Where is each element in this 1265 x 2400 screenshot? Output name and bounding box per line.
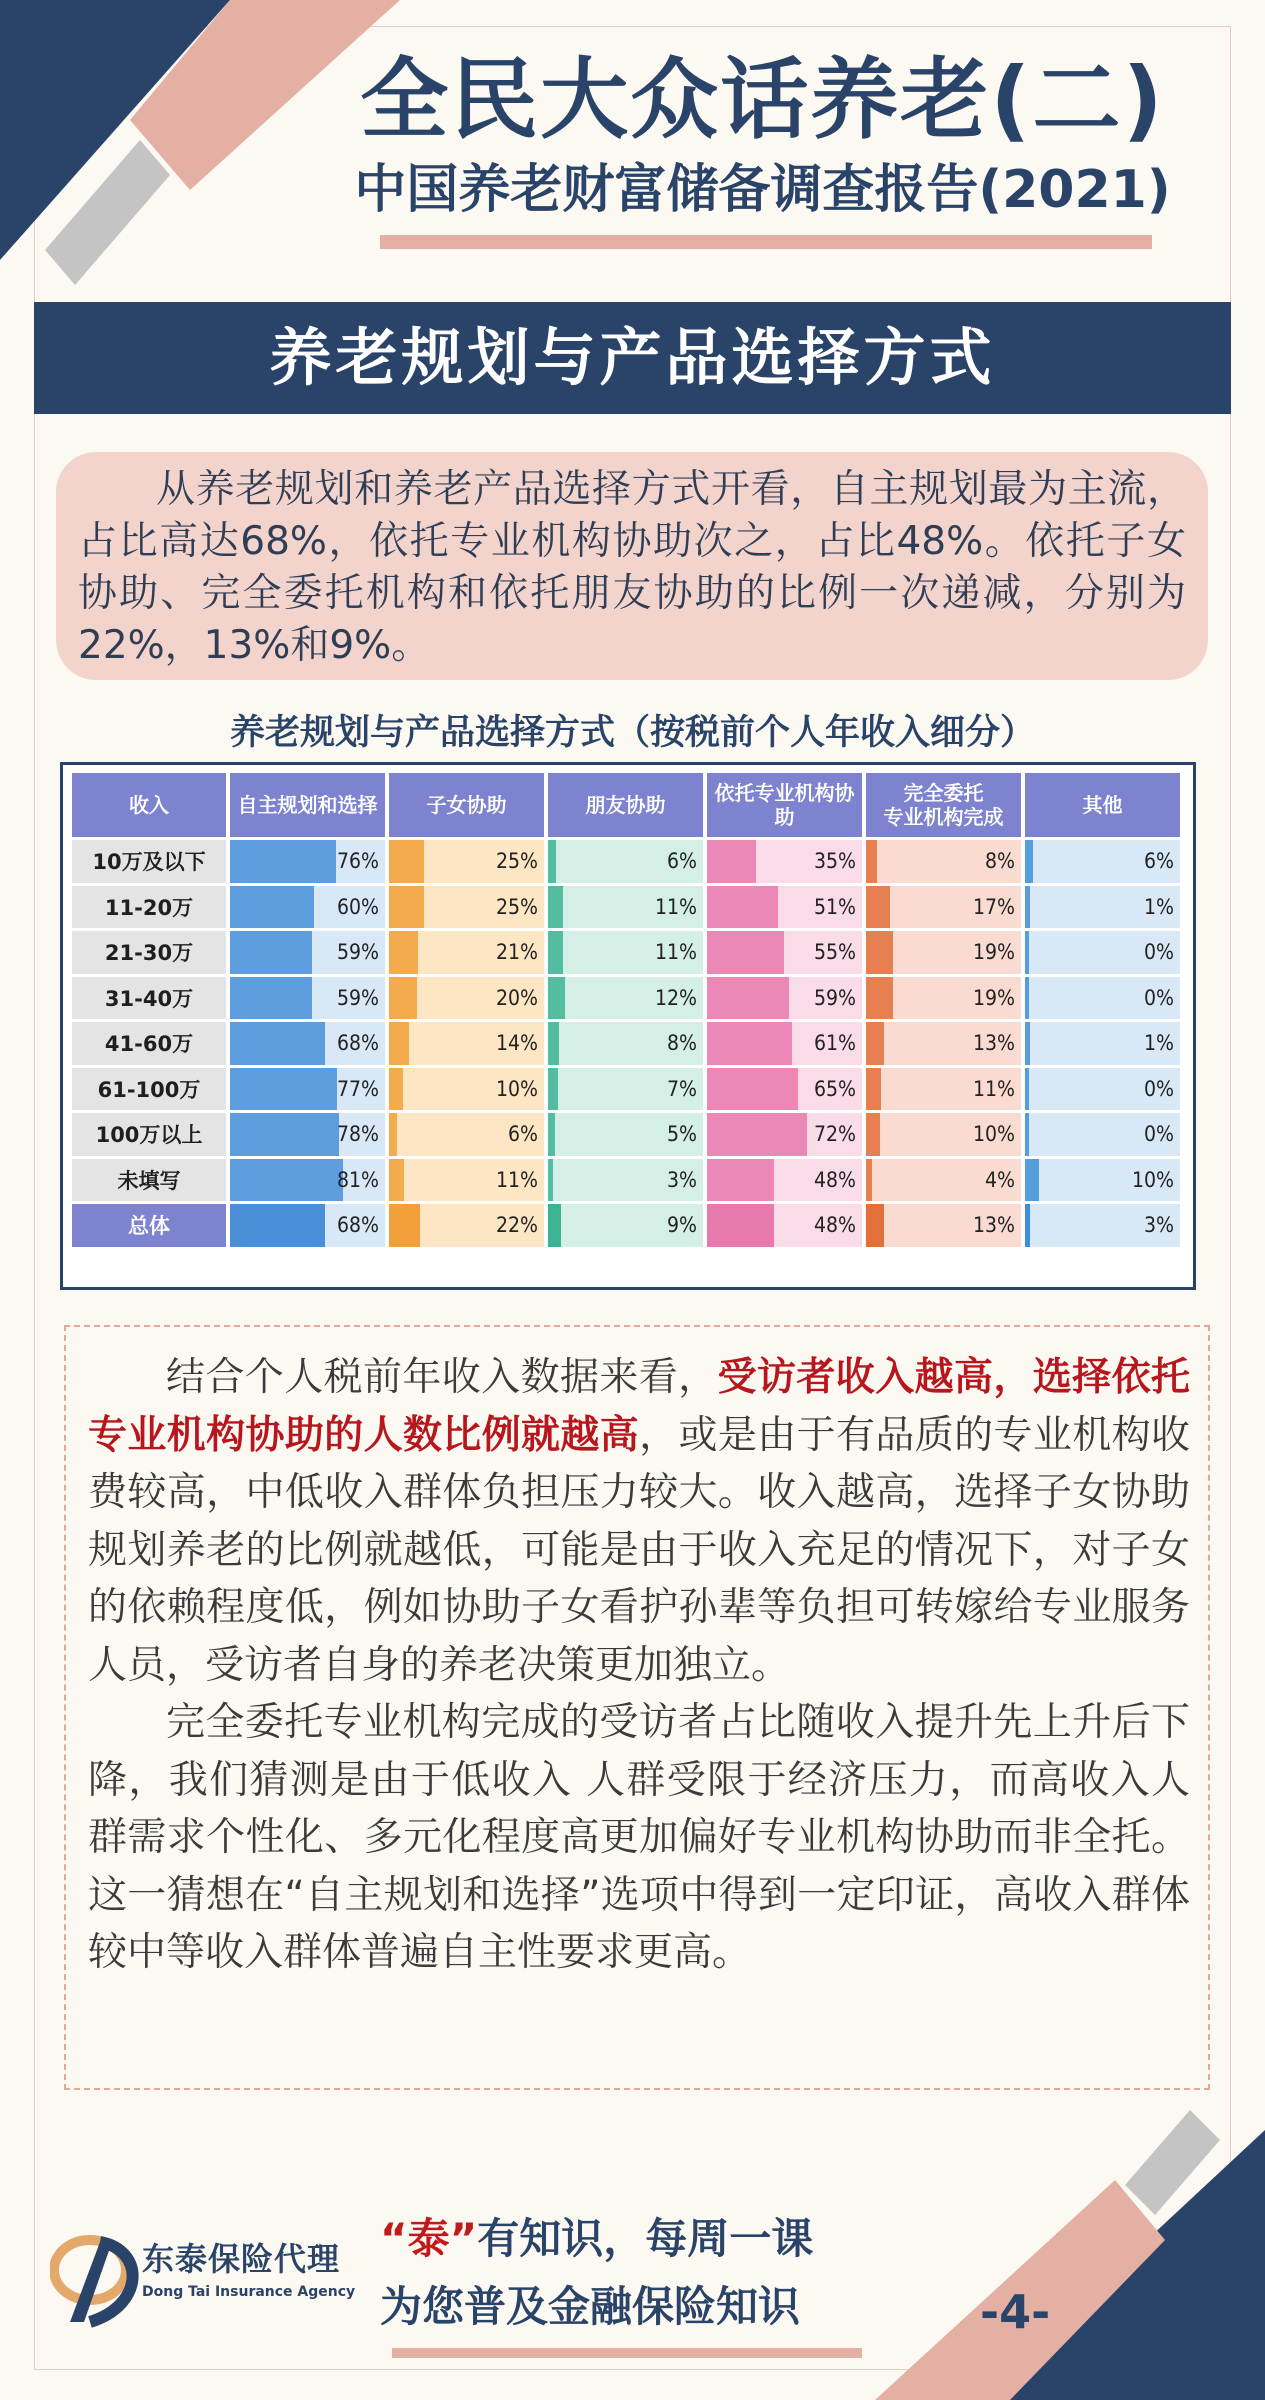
data-bar — [548, 1159, 553, 1202]
table-row — [72, 977, 1180, 1020]
data-cell — [866, 931, 1021, 974]
data-value: 11% — [496, 1167, 538, 1192]
data-bar — [389, 1159, 404, 1202]
data-bar — [866, 1159, 872, 1202]
data-value: 19% — [973, 985, 1015, 1010]
data-bar — [1025, 840, 1033, 883]
data-value: 3% — [667, 1167, 697, 1192]
data-cell — [707, 1159, 862, 1202]
data-bar — [707, 886, 778, 929]
data-value: 3% — [1144, 1213, 1174, 1238]
data-value: 10% — [496, 1076, 538, 1101]
row-label: 未填写 — [72, 1159, 226, 1202]
data-bar — [548, 1068, 558, 1111]
slogan-underline — [392, 2348, 862, 2358]
analysis-p1-rest: ，或是由于有品质的专业机构收费较高，中低收入群体负担压力较大。收入越高，选择子女协助规划养老的比例就越低，可能是由于收入充足的情况下，对子女的依赖程度低，例如协助子女看护孙辈等负担可转嫁给专业服务人员，受访者自身的养老决策更加独立。 — [88, 1412, 1190, 1688]
data-value: 0% — [1144, 985, 1174, 1010]
data-value: 13% — [973, 1031, 1015, 1056]
page-subtitle: 中国养老财富储备调查报告(2021) — [354, 160, 1171, 220]
data-bar — [1025, 977, 1029, 1020]
data-value: 1% — [1144, 1031, 1174, 1056]
data-cell — [548, 840, 703, 883]
data-bar — [230, 1159, 343, 1202]
row-label: 11-20万 — [72, 886, 226, 929]
data-cell — [707, 1113, 862, 1156]
data-bar — [230, 1113, 339, 1156]
data-value: 0% — [1144, 1076, 1174, 1101]
data-cell — [548, 1068, 703, 1111]
column-header: 朋友协助 — [548, 773, 703, 837]
data-bar — [548, 1022, 559, 1065]
data-bar — [866, 1022, 884, 1065]
data-bar — [866, 840, 877, 883]
logo-mark-icon — [50, 2230, 142, 2330]
data-cell — [548, 977, 703, 1020]
data-value: 10% — [1132, 1167, 1174, 1192]
data-bar — [707, 1068, 798, 1111]
data-cell — [230, 840, 385, 883]
data-value: 14% — [496, 1031, 538, 1056]
data-cell — [707, 886, 862, 929]
data-cell — [1025, 1204, 1180, 1247]
data-bar — [1025, 886, 1030, 929]
slogan-line-2: 为您普及金融保险知识 — [380, 2282, 801, 2331]
data-value: 11% — [655, 940, 697, 965]
data-cell — [230, 1204, 385, 1247]
data-cell — [230, 931, 385, 974]
column-header: 自主规划和选择 — [230, 773, 385, 837]
data-bar — [389, 886, 424, 929]
data-cell — [1025, 1068, 1180, 1111]
data-cell — [389, 1022, 544, 1065]
data-cell — [1025, 977, 1180, 1020]
table-row — [72, 1204, 1180, 1247]
data-bar — [866, 1204, 884, 1247]
data-cell — [707, 977, 862, 1020]
data-table — [68, 770, 1184, 1250]
data-value: 59% — [337, 940, 379, 965]
data-value: 21% — [496, 940, 538, 965]
data-bar — [1025, 1113, 1029, 1156]
logo-name-cn: 东泰保险代理 — [142, 2240, 341, 2278]
data-cell — [389, 1204, 544, 1247]
column-header: 完全委托 专业机构完成 — [866, 773, 1021, 837]
data-cell — [1025, 1022, 1180, 1065]
data-cell — [389, 886, 544, 929]
income-breakdown-table — [60, 762, 1196, 1290]
data-value: 6% — [508, 1122, 538, 1147]
data-bar — [230, 977, 312, 1020]
data-bar — [230, 931, 312, 974]
data-value: 61% — [814, 1031, 856, 1056]
data-cell — [866, 1022, 1021, 1065]
table-title: 养老规划与产品选择方式（按税前个人年收入细分） — [229, 713, 1035, 753]
data-cell — [866, 886, 1021, 929]
data-cell — [389, 977, 544, 1020]
data-value: 8% — [667, 1031, 697, 1056]
title-underline — [380, 235, 1152, 249]
data-bar — [707, 1159, 774, 1202]
data-bar — [866, 1068, 881, 1111]
data-value: 76% — [337, 849, 379, 874]
data-cell — [866, 977, 1021, 1020]
data-cell — [389, 931, 544, 974]
data-cell — [548, 886, 703, 929]
data-bar — [707, 1204, 774, 1247]
data-value: 72% — [814, 1122, 856, 1147]
data-bar — [548, 931, 563, 974]
data-value: 35% — [814, 849, 856, 874]
data-value: 10% — [973, 1122, 1015, 1147]
data-bar — [548, 886, 563, 929]
table-row — [72, 1022, 1180, 1065]
data-cell — [1025, 1113, 1180, 1156]
data-value: 59% — [814, 985, 856, 1010]
data-cell — [707, 1068, 862, 1111]
data-cell — [548, 1022, 703, 1065]
data-cell — [707, 1022, 862, 1065]
intro-box — [56, 452, 1208, 680]
analysis-paragraph-1 — [88, 1349, 1190, 1694]
data-value: 65% — [814, 1076, 856, 1101]
slogan-quote: “泰” — [380, 2214, 478, 2263]
data-value: 9% — [667, 1213, 697, 1238]
slogan — [380, 2205, 900, 2341]
column-header: 依托专业机构协助 — [707, 773, 862, 837]
data-bar — [389, 931, 418, 974]
table-header-row — [72, 773, 1180, 837]
page-title: 全民大众话养老(二) — [360, 48, 1165, 151]
data-cell — [230, 886, 385, 929]
row-label: 31-40万 — [72, 977, 226, 1020]
data-value: 1% — [1144, 894, 1174, 919]
data-cell — [230, 1068, 385, 1111]
data-bar — [866, 1113, 880, 1156]
data-value: 7% — [667, 1076, 697, 1101]
row-label: 总体 — [72, 1204, 226, 1247]
data-value: 6% — [1144, 849, 1174, 874]
data-bar — [866, 977, 893, 1020]
table-row — [72, 886, 1180, 929]
data-cell — [230, 1159, 385, 1202]
section-title: 养老规划与产品选择方式 — [34, 302, 1231, 414]
data-cell — [389, 1068, 544, 1111]
data-cell — [548, 1113, 703, 1156]
data-cell — [389, 1159, 544, 1202]
data-value: 60% — [337, 894, 379, 919]
data-bar — [1025, 931, 1029, 974]
company-logo — [50, 2230, 370, 2330]
data-value: 12% — [655, 985, 697, 1010]
data-value: 78% — [337, 1122, 379, 1147]
data-bar — [707, 1022, 792, 1065]
data-cell — [866, 1159, 1021, 1202]
table-row — [72, 1068, 1180, 1111]
data-value: 81% — [337, 1167, 379, 1192]
data-value: 11% — [655, 894, 697, 919]
data-value: 68% — [337, 1031, 379, 1056]
data-cell — [548, 1159, 703, 1202]
data-cell — [230, 1022, 385, 1065]
data-value: 25% — [496, 849, 538, 874]
data-value: 13% — [973, 1213, 1015, 1238]
data-value: 5% — [667, 1122, 697, 1147]
row-label: 41-60万 — [72, 1022, 226, 1065]
intro-text: 从养老规划和养老产品选择方式开看，自主规划最为主流，占比高达68%，依托专业机构协助次之，占比48%。依托子女协助、完全委托机构和依托朋友协助的比例一次递减，分别为22%，13%和9%。 — [78, 467, 1186, 668]
data-bar — [1025, 1068, 1029, 1111]
data-cell — [230, 977, 385, 1020]
data-bar — [1025, 1022, 1030, 1065]
data-bar — [866, 931, 893, 974]
row-label: 61-100万 — [72, 1068, 226, 1111]
data-bar — [548, 1113, 555, 1156]
data-bar — [389, 977, 417, 1020]
data-cell — [1025, 931, 1180, 974]
table-row — [72, 931, 1180, 974]
row-label: 21-30万 — [72, 931, 226, 974]
table-row — [72, 840, 1180, 883]
data-bar — [389, 1068, 403, 1111]
data-bar — [389, 1204, 420, 1247]
column-header: 其他 — [1025, 773, 1180, 837]
data-cell — [1025, 840, 1180, 883]
data-bar — [548, 1204, 561, 1247]
data-value: 77% — [337, 1076, 379, 1101]
data-bar — [707, 1113, 807, 1156]
data-bar — [230, 886, 314, 929]
data-value: 4% — [985, 1167, 1015, 1192]
data-value: 8% — [985, 849, 1015, 874]
data-value: 17% — [973, 894, 1015, 919]
data-bar — [230, 840, 336, 883]
data-value: 48% — [814, 1167, 856, 1192]
data-cell — [707, 1204, 862, 1247]
data-value: 19% — [973, 940, 1015, 965]
data-cell — [230, 1113, 385, 1156]
table-row — [72, 1159, 1180, 1202]
data-value: 20% — [496, 985, 538, 1010]
data-bar — [707, 931, 784, 974]
data-bar — [1025, 1204, 1030, 1247]
row-label: 10万及以下 — [72, 840, 226, 883]
data-bar — [1025, 1159, 1039, 1202]
column-header: 收入 — [72, 773, 226, 837]
data-value: 68% — [337, 1213, 379, 1238]
data-cell — [707, 840, 862, 883]
data-bar — [230, 1204, 325, 1247]
data-value: 22% — [496, 1213, 538, 1238]
data-bar — [230, 1068, 337, 1111]
data-value: 11% — [973, 1076, 1015, 1101]
data-bar — [548, 977, 565, 1020]
page-number: -4- — [980, 2285, 1051, 2339]
data-cell — [548, 1204, 703, 1247]
data-cell — [1025, 1159, 1180, 1202]
data-cell — [866, 1068, 1021, 1111]
data-cell — [707, 931, 862, 974]
data-cell — [548, 931, 703, 974]
slogan-line-1 — [380, 2205, 900, 2273]
data-cell — [1025, 886, 1180, 929]
logo-name-en: Dong Tai Insurance Agency — [142, 2284, 356, 2300]
data-value: 59% — [337, 985, 379, 1010]
analysis-paragraph-2: 完全委托专业机构完成的受访者占比随收入提升先上升后下降，我们猜测是由于低收入 人群受限于经济压力，而高收入人群需求个性化、多元化程度高更加偏好专业机构协助而非全托。这一猜想在“自主规划和选择”选项中得到一定印证，高收入群体较中等收入群体普遍自主性要求更高。 — [88, 1700, 1190, 1975]
analysis-highlight: 受访者收入越高，选择依托专业机构协助的人数比例就越高 — [88, 1355, 1190, 1458]
corner-decoration-bottom — [845, 2110, 1265, 2400]
row-label: 100万以上 — [72, 1113, 226, 1156]
analysis-box — [64, 1325, 1210, 2090]
column-header: 子女协助 — [389, 773, 544, 837]
data-value: 0% — [1144, 940, 1174, 965]
data-bar — [548, 840, 556, 883]
data-cell — [866, 840, 1021, 883]
data-cell — [866, 1204, 1021, 1247]
data-bar — [389, 1113, 397, 1156]
table-row — [72, 1113, 1180, 1156]
data-cell — [389, 840, 544, 883]
data-bar — [866, 886, 890, 929]
data-bar — [389, 1022, 409, 1065]
data-value: 55% — [814, 940, 856, 965]
data-bar — [707, 977, 789, 1020]
data-cell — [866, 1113, 1021, 1156]
data-value: 51% — [814, 894, 856, 919]
data-bar — [230, 1022, 325, 1065]
analysis-p1-intro: 结合个人税前年收入数据来看， — [166, 1355, 718, 1400]
data-value: 25% — [496, 894, 538, 919]
data-value: 0% — [1144, 1122, 1174, 1147]
data-bar — [389, 840, 424, 883]
data-value: 48% — [814, 1213, 856, 1238]
data-cell — [389, 1113, 544, 1156]
data-value: 6% — [667, 849, 697, 874]
slogan-line-1-text: 有知识，每周一课 — [477, 2214, 814, 2263]
data-bar — [707, 840, 756, 883]
